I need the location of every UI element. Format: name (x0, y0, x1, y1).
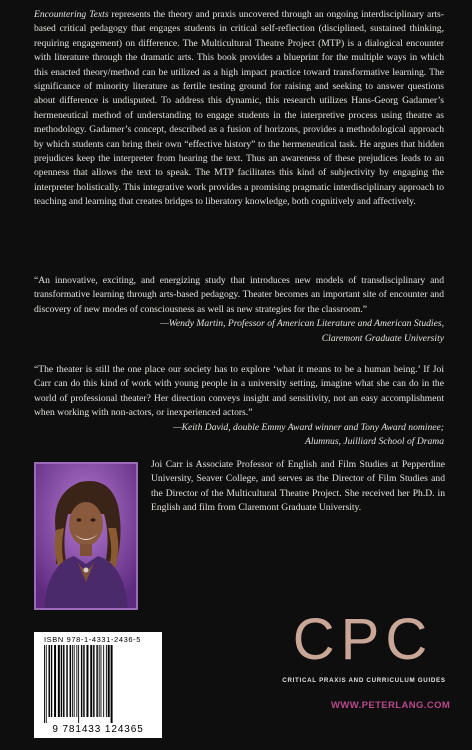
quote-attribution: —Keith David, double Emmy Award winner and Tony Award nominee; (173, 421, 444, 433)
quote-text: “An innovative, exciting, and energizing study that introduces new models of transdisciplinary and transformative learning through arts-based pedagogy. Theater becomes an important site of encounter and discovery of new modes of consciousness as well as new strategies for the classroom.” (34, 275, 444, 315)
barcode-bar (54, 645, 56, 717)
barcode-bar (72, 645, 73, 717)
barcode-bar (93, 645, 94, 717)
barcode-bar (81, 645, 82, 717)
barcode-bar (101, 645, 102, 717)
isbn-label: ISBN 978-1-4331-2436-5 (44, 635, 142, 644)
barcode-bar (90, 645, 92, 717)
book-description (34, 8, 444, 210)
series-logo: CPC (292, 607, 434, 672)
author-photo (34, 462, 138, 610)
barcode-bar (99, 645, 100, 717)
barcode-bar (106, 645, 107, 717)
barcode-bar (111, 645, 113, 723)
series-name: CRITICAL PRAXIS AND CURRICULUM GUIDES (282, 677, 446, 684)
barcode-bar (108, 645, 110, 717)
quote-attribution: —Wendy Martin, Professor of American Literature and American Studies, (160, 318, 444, 330)
barcode-bar (103, 645, 104, 717)
barcode-bar (76, 645, 77, 717)
barcode-bar (74, 645, 75, 717)
book-title-italic: Encountering Texts (34, 9, 109, 20)
barcode-bar (78, 645, 79, 723)
barcode-bar (63, 645, 64, 717)
barcode-bar (49, 645, 50, 717)
barcode-bar (66, 645, 67, 717)
barcode-bar (83, 645, 84, 717)
barcode-bars (42, 645, 154, 723)
barcode-bar (44, 645, 45, 723)
publisher-url: WWW.PETERLANG.COM (331, 700, 451, 711)
barcode-bar (58, 645, 60, 717)
barcode-bar (86, 645, 88, 717)
quote-attribution-affiliation: Alumnus, Juilliard School of Drama (304, 436, 444, 448)
description-text: represents the theory and praxis uncovered through an ongoing interdisciplinary arts-based critical pedagogy that engages students in critical self-reflection (disciplined, sustained thinking, requiring engagement) on difference. The Multicultural Theatre Project (MTP) is a dialogical encounter with literature through the dramatic arts. This book provides a blueprint for the multiple ways in which this enacted theory/method can be utilized as a high impact practice toward transformative learning. The significance of minority literature as fertile testing ground for raising and seeking to answer questions about difference is undisputed. To address this dynamic, this research utilizes Hans-Georg Gadamer’s hermeneutical method of understanding to engage students in the interpretive process using theatre as methodology. Gadamer’s concept, described as a fusion of horizons, provides a methodological approach by which students can bring their own “effective history” to the hermeneutical task. He argues that hidden prejudices keep the interpreter from hearing the text. Thus an awareness of these prejudices leads to an openness that allows the text to speak. The MTP facilitates this kind of subjectivity by engaging the interpreter holistically. This integrative work provides a promising pragmatic interdisciplinary approach to teaching and learning that creates bridges to liberatory knowledge, both cognitively and affectively. (34, 9, 444, 208)
barcode-bar (61, 645, 62, 717)
endorsement-quote (34, 274, 444, 346)
barcode-digits: 9 781433 124365 (52, 724, 144, 735)
endorsement-quote (34, 363, 444, 449)
barcode-bar (46, 645, 47, 723)
barcode-bar (51, 645, 52, 717)
author-bio: Joi Carr is Associate Professor of English and Film Studies at Pepperdine University, Seaver College, and serves as the Director of Film Studies and the Director of the Multicultural Theatre Project. She received her Ph.D. in English and film from Claremont Graduate University. (151, 459, 445, 514)
author-portrait-illustration (36, 464, 136, 608)
isbn-barcode (34, 632, 162, 738)
quote-text: “The theater is still the one place our society has to explore ‘what it means to be a human being.’ If Joi Carr can do this kind of work with young people in a university setting, imagine what she can do in the world of professional theater? Her direction conveys insight and sensitivity, not an easy accomplishment when working with non-actors, or inexperienced actors.” (34, 364, 444, 419)
quote-attribution-affiliation: Claremont Graduate University (321, 332, 444, 344)
barcode-bar (96, 645, 97, 717)
barcode-bar (70, 645, 71, 717)
